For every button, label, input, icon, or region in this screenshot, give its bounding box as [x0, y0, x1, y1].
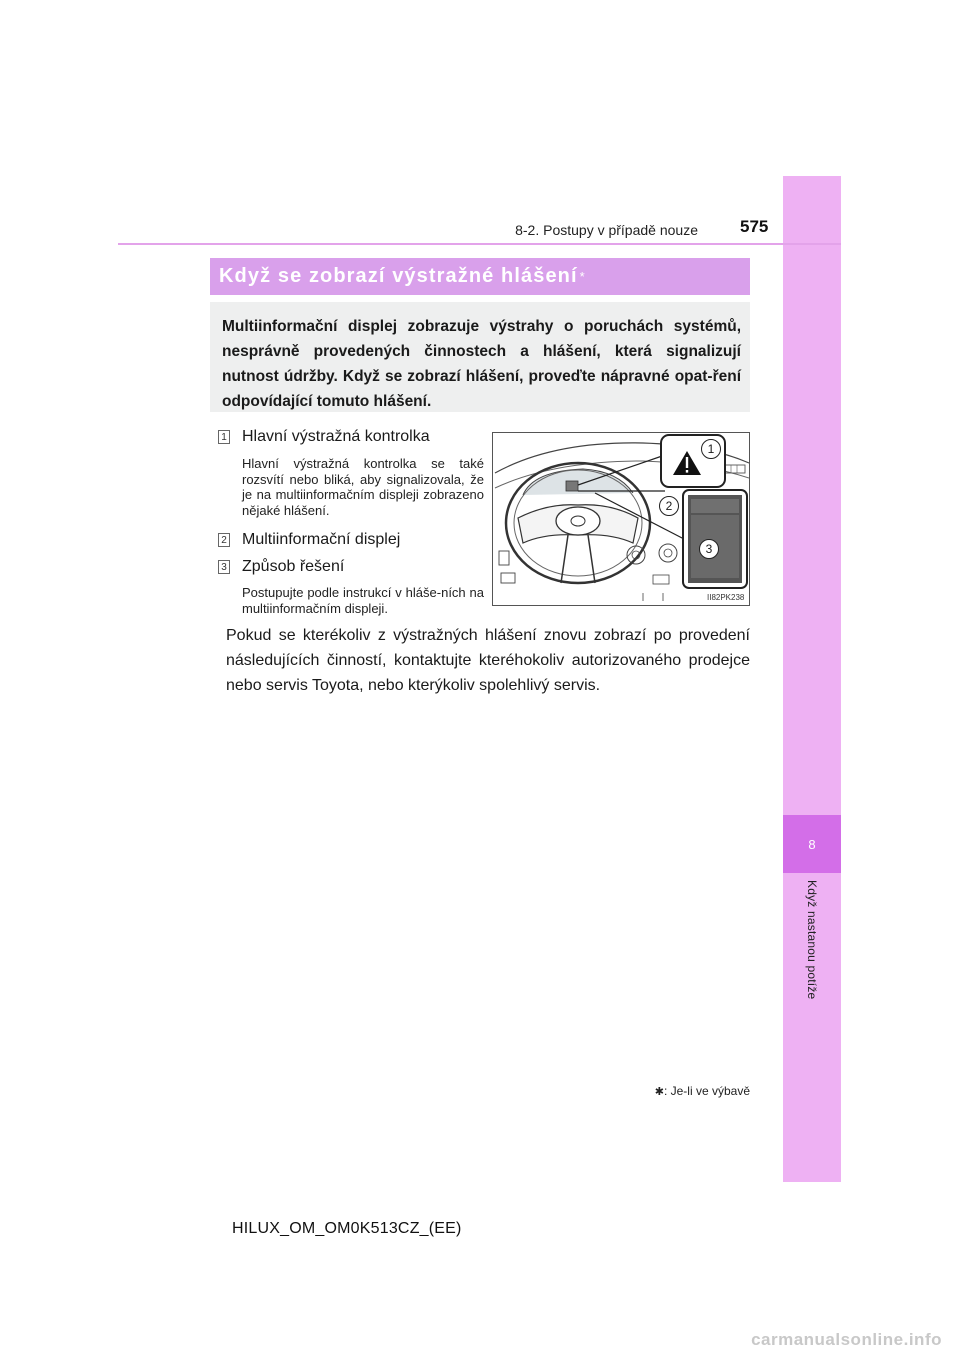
footnote-text: : Je-li ve výbavě — [663, 1084, 750, 1098]
watermark: carmanualsonline.info — [751, 1330, 942, 1349]
dashboard-illustration — [492, 432, 750, 606]
figure-code: II82PK238 — [707, 593, 745, 602]
chapter-heading: 8-2. Postupy v případě nouze — [515, 222, 698, 238]
item-2-title: Multiinformační displej — [242, 531, 401, 548]
item-1-title: Hlavní výstražná kontrolka — [242, 428, 430, 445]
callout-1: 1 — [701, 439, 721, 459]
item-2-number-box: 2 — [218, 533, 230, 547]
footnote — [600, 1084, 750, 1098]
page-number: 575 — [740, 217, 769, 236]
intro-box: Multiinformační displej zobrazuje výstrahy o poruchách systémů, nesprávně provedených činnostech a hlášení, která signalizují nutnost údržby. Když se zobrazí hlášení, proveďte nápravné opat-ření odpovídající tomuto hlášení. — [210, 302, 750, 412]
side-chapter-tab — [783, 176, 841, 1182]
callout-3: 3 — [699, 539, 719, 559]
header-divider — [118, 243, 841, 245]
item-3-description: Postupujte podle instrukcí v hláše-ních na multiinformačním displeji. — [242, 585, 484, 616]
body-paragraph: Pokud se kterékoliv z výstražných hlášení znovu zobrazí po provedení následujících činností, kontaktujte kteréhokoliv autorizovaného prodejce nebo servis Toyota, nebo kterýkoliv spolehlivý servis. — [226, 627, 750, 694]
optional-asterisk: * — [579, 269, 585, 284]
section-title-bar — [210, 258, 750, 295]
item-1-number-box: 1 — [218, 430, 230, 444]
side-chapter-number: 8 — [783, 815, 841, 873]
callout-2: 2 — [659, 496, 679, 516]
item-1-description: Hlavní výstražná kontrolka se také rozsvítí nebo bliká, aby signalizovala, že je na multiinformačním displeji zobrazeno nějaké hlášení. — [242, 456, 484, 518]
document-code-footer: HILUX_OM_OM0K513CZ_(EE) — [232, 1220, 462, 1237]
item-3-title: Způsob řešení — [242, 558, 345, 575]
section-title: Když se zobrazí výstražné hlášení — [219, 265, 578, 287]
side-chapter-label: Když nastanou potíže — [805, 880, 819, 1000]
item-3-number-box: 3 — [218, 560, 230, 574]
footnote-symbol: ✱ — [654, 1086, 664, 1098]
